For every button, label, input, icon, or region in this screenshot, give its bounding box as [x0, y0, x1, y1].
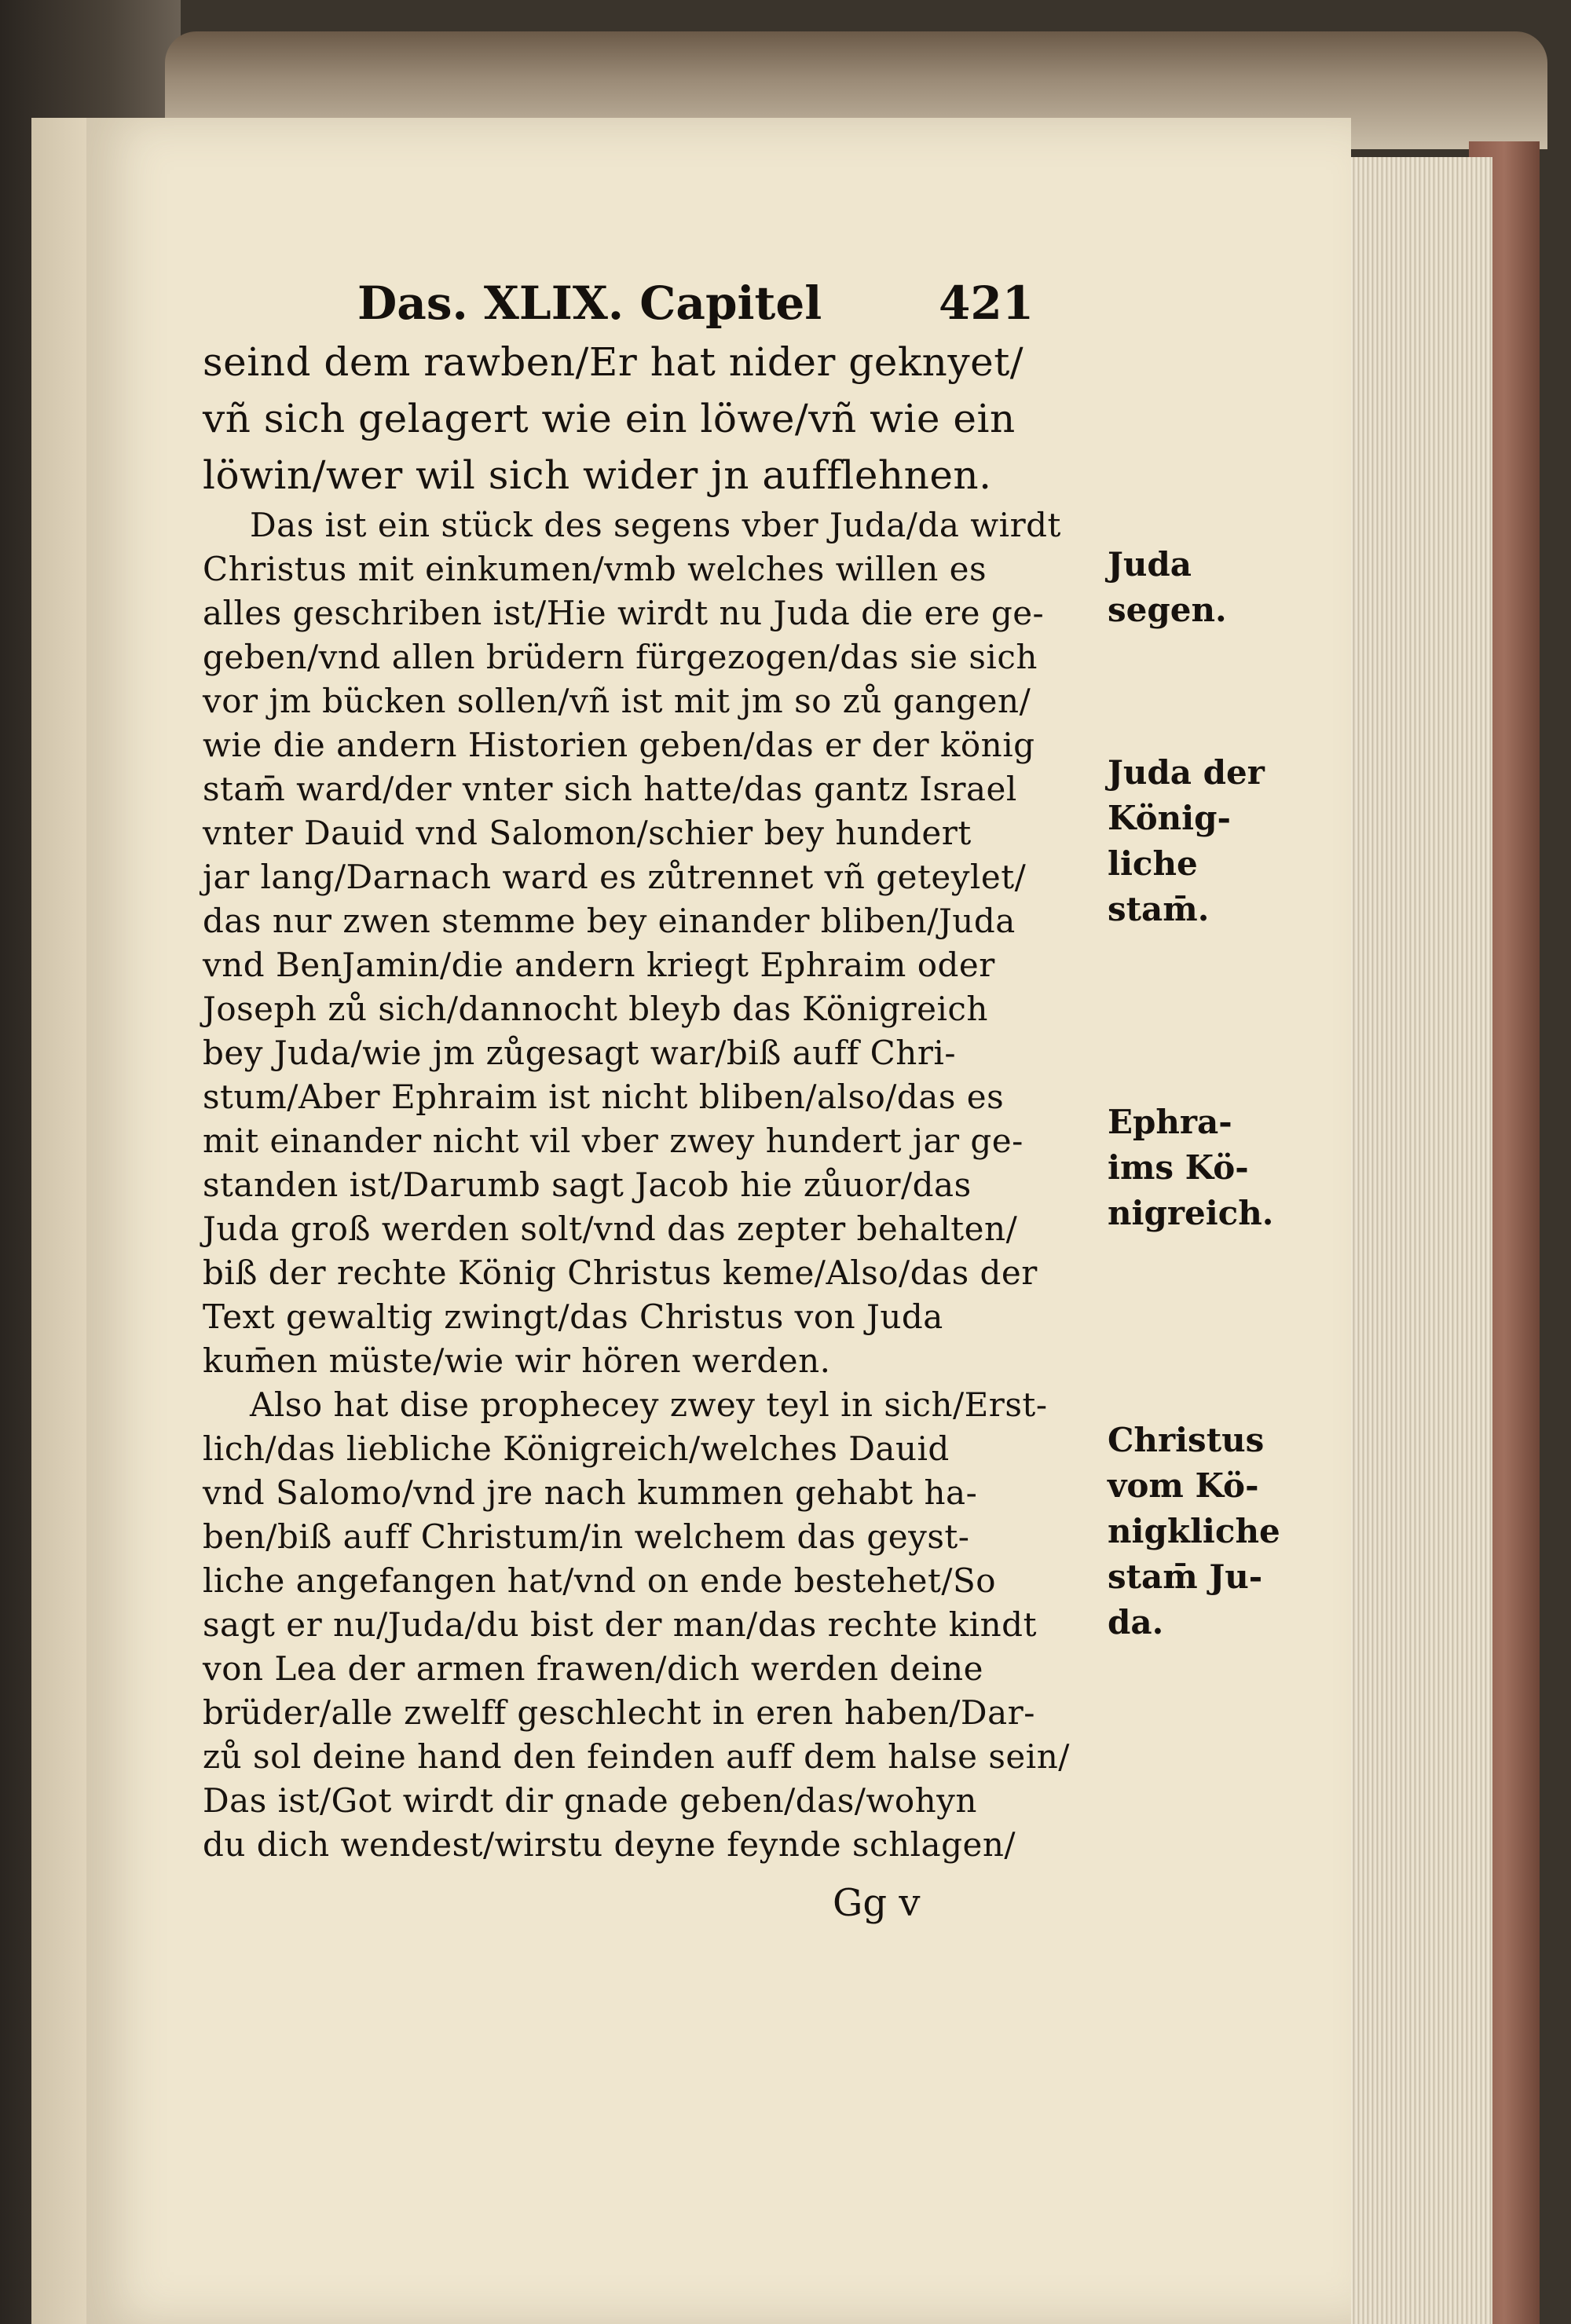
text-line: wie die andern Historien geben/das er der könig — [203, 726, 1035, 764]
margin-note-line: Christus — [1108, 1421, 1265, 1459]
text-line: Juda groß werden solt/vnd das zepter behalten/ — [203, 1210, 1018, 1248]
chapter-heading: Das. XLIX. Capitel — [357, 276, 822, 330]
text-line: von Lea der armen frawen/dich werden deine — [203, 1649, 983, 1688]
text-line: du dich wendest/wirstu deyne feynde schlagen/ — [203, 1825, 1016, 1864]
text-line: brüder/alle zwelff geschlecht in eren haben/Dar- — [203, 1693, 1035, 1732]
margin-note-line: liche — [1108, 844, 1198, 883]
text-line: standen ist/Darumb sagt Jacob hie zůuor/das — [203, 1166, 972, 1204]
text-line: liche angefangen hat/vnd on ende bestehet/So — [203, 1561, 997, 1600]
text-line: das nur zwen stemme bey einander bliben/Juda — [203, 902, 1016, 940]
margin-note-christus — [1108, 1418, 1280, 1645]
text-line: Das ist/Got wirdt dir gnade geben/das/wohyn — [203, 1781, 977, 1820]
text-line: vnd BenJamin/die andern kriegt Ephraim oder — [203, 946, 995, 984]
text-line: alles geschriben ist/Hie wirdt nu Juda die ere ge- — [203, 594, 1045, 632]
margin-note-line: stam̄ Ju- — [1108, 1557, 1263, 1596]
page-number: 421 — [939, 276, 1035, 330]
text-line: Text gewaltig zwingt/das Christus von Juda — [203, 1297, 943, 1336]
text-line: stam̄ ward/der vnter sich hatte/das gantz Israel — [203, 770, 1017, 808]
margin-note-line: nigreich. — [1108, 1194, 1274, 1232]
margin-note-ephraims-koenigreich — [1108, 1100, 1273, 1236]
text-line: kum̄en müste/wie wir hören werden. — [203, 1341, 831, 1380]
margin-note-line: segen. — [1108, 591, 1227, 629]
text-line: vnd Salomo/vnd jre nach kummen gehabt ha- — [203, 1473, 978, 1512]
text-line: stum/Aber Ephraim ist nicht bliben/also/das es — [203, 1078, 1005, 1116]
margin-note-line: König- — [1108, 799, 1231, 837]
text-line: Joseph zů sich/dannocht bleyb das Königreich — [203, 990, 988, 1028]
text-line: Christus mit einkumen/vmb welches willen es — [203, 550, 987, 588]
margin-note-line: Ephra- — [1108, 1103, 1232, 1141]
margin-note-line: nigkliche — [1108, 1512, 1280, 1550]
text-line: löwin/wer wil sich wider jn aufflehnen. — [203, 452, 992, 498]
margin-note-line: vom Kö- — [1108, 1466, 1259, 1505]
text-line: geben/vnd allen brüdern fürgezogen/das sie sich — [203, 638, 1038, 676]
text-line: vor jm bücken sollen/vñ ist mit jm so zů gangen/ — [203, 682, 1031, 720]
text-line: Das ist ein stück des segens vber Juda/da wirdt — [250, 506, 1061, 544]
margin-note-line: Juda — [1108, 545, 1192, 584]
margin-note-line: da. — [1108, 1603, 1164, 1641]
body-text — [203, 334, 1106, 1867]
margin-note-line: ims Kö- — [1108, 1148, 1249, 1187]
text-line: mit einander nicht vil vber zwey hundert jar ge- — [203, 1122, 1024, 1160]
text-line: jar lang/Darnach ward es zůtrennet vñ geteylet/ — [203, 858, 1027, 896]
running-header — [357, 276, 1064, 339]
margin-note-line: stam̄. — [1108, 890, 1210, 928]
text-line: biß der rechte König Christus keme/Also/das der — [203, 1253, 1038, 1292]
margin-note-line: Juda der — [1108, 753, 1265, 792]
text-line: sagt er nu/Juda/du bist der man/das rechte kindt — [203, 1605, 1037, 1644]
margin-note-koenigliche-stamm — [1108, 750, 1265, 932]
text-line: ben/biß auff Christum/in welchem das geyst- — [203, 1517, 970, 1556]
text-line: zů sol deine hand den feinden auff dem halse sein/ — [203, 1737, 1070, 1776]
margin-note-juda-segen — [1108, 542, 1227, 633]
text-line: bey Juda/wie jm zůgesagt war/biß auff Chri- — [203, 1034, 957, 1072]
text-line: vnter Dauid vnd Salomon/schier bey hundert — [203, 814, 972, 852]
text-line: Also hat dise prophecey zwey teyl in sich/Erst- — [250, 1385, 1048, 1424]
page-stack-edges — [1335, 157, 1492, 2324]
signature-mark: Gg v — [833, 1881, 921, 1925]
text-line: lich/das liebliche Königreich/welches Dauid — [203, 1429, 950, 1468]
text-line: seind dem rawben/Er hat nider geknyet/ — [203, 339, 1024, 385]
text-line: vñ sich gelagert wie ein löwe/vñ wie ein — [203, 396, 1016, 441]
